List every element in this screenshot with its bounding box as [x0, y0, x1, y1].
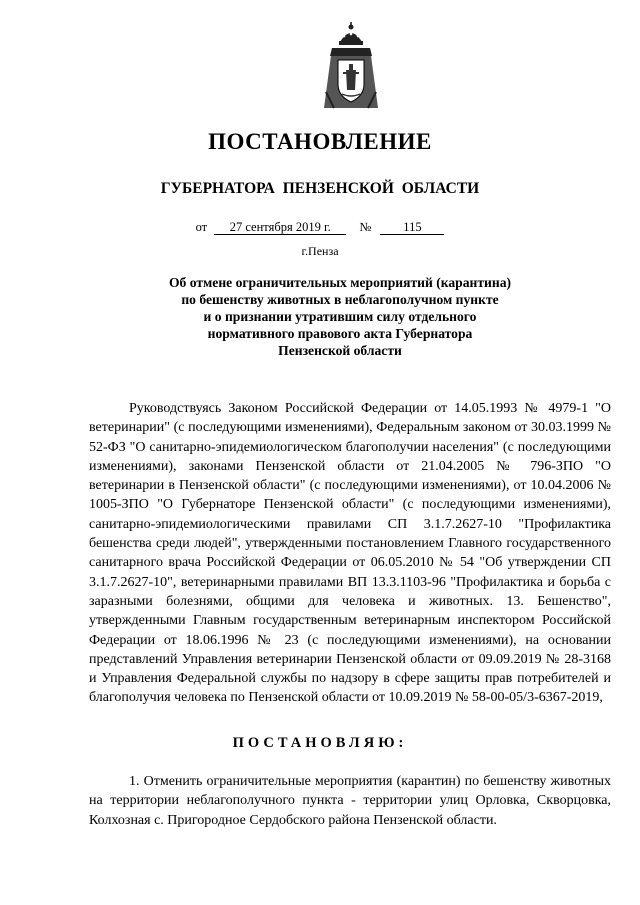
date-number-line	[0, 220, 640, 235]
document-issuer: ГУБЕРНАТОРА ПЕНЗЕНСКОЙ ОБЛАСТИ	[160, 180, 480, 197]
document-date: 27 сентября 2019 г.	[214, 220, 346, 235]
heading-line: и о признании утратившим силу отдельного	[203, 309, 477, 324]
number-sign: №	[359, 220, 372, 234]
document-title: ПОСТАНОВЛЕНИЕ	[208, 129, 432, 154]
document-number: 115	[380, 220, 444, 235]
preamble-paragraph: Руководствуясь Законом Российской Федерации от 14.05.1993 № 4979-1 "О ветеринарии" (с последующими изменениями), Федеральным законом от 30.03.1999 № 52-ФЗ "О санитарно-эпидемиологическом благополучии населения" (с последующими изменениями), законами Пензенской области от 21.04.2005 № 796-ЗПО "О ветеринарии в Пензенской области" (с последующими изменениями), от 10.04.2006 № 1005-ЗПО "О Губернаторе Пензенской области" (с последующими изменениями), санитарно-эпидемиологическими правилами СП 3.1.7.2627-10 "Профилактика бешенства среди людей", утвержденными постановлением Главного государственного санитарного врача Российской Федерации от 06.05.2010 № 54 "Об утверждении СП 3.1.7.2627-10", ветеринарными правилами ВП 13.3.1103-96 "Профилактика и борьба с заразными болезнями, общими для человека и животных. 13. Бешенство", утвержденными Главным государственным ветеринарным инспектором Российской Федерации от 18.06.1996 № 23 (с последующими изменениями), на основании представлений Управления ветеринарии Пензенской области от 09.09.2019 № 28-3168 и Управления Федеральной службы по надзору в сфере защиты прав потребителей и благополучия человека по Пензенской области от 10.09.2019 № 58-00-05/3-6367-2019,	[89, 401, 611, 706]
heading-line: нормативного правового акта Губернатора	[207, 326, 473, 341]
document-city: г.Пенза	[301, 244, 339, 258]
heading-line: по бешенству животных в неблагополучном пункте	[181, 292, 499, 307]
document-heading	[140, 274, 540, 359]
heading-line: Пензенской области	[278, 343, 402, 358]
coat-of-arms-emblem	[322, 22, 380, 110]
decree-word: ПОСТАНОВЛЯЮ:	[232, 735, 408, 751]
heading-line: Об отмене ограничительных мероприятий (карантина)	[168, 275, 512, 290]
decree-item: 1. Отменить ограничительные мероприятия (карантин) по бешенству животных на территории неблагополучного пункта - территории улиц Орловка, Скворцовка, Колхозная с. Пригородное Сердобского района Пензенской области.	[89, 774, 611, 828]
date-prefix: от	[195, 220, 208, 234]
